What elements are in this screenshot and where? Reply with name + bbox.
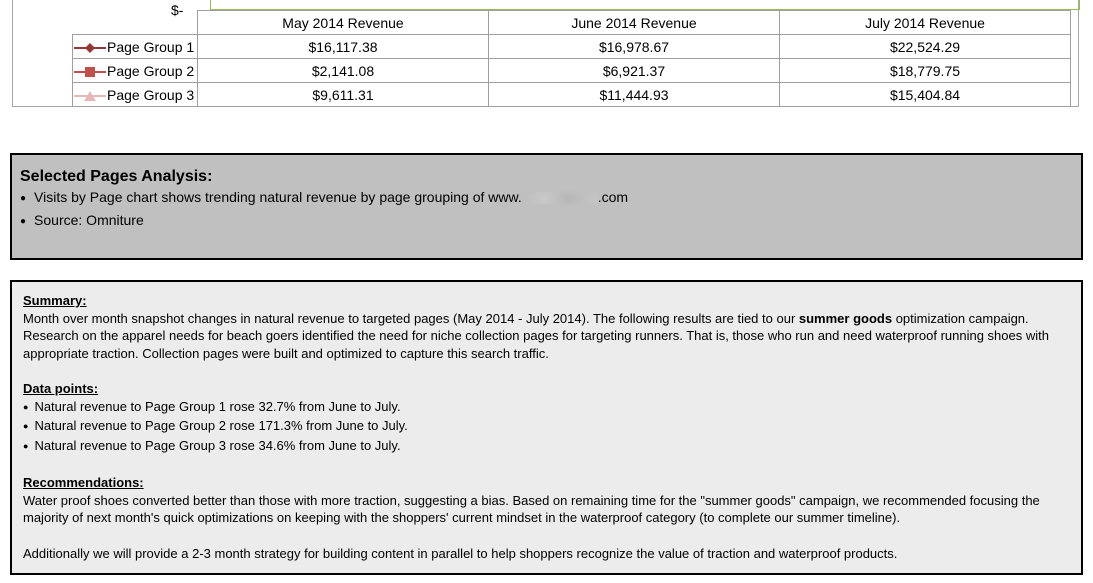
square-marker-icon: [73, 66, 107, 78]
recommendations-heading: Recommendations:: [23, 475, 144, 490]
table-cell: $18,779.75: [780, 59, 1071, 83]
analysis-bullet-suffix: .com: [597, 189, 629, 205]
table-cell: $9,611.31: [198, 83, 489, 107]
summary-bold-text: summer goods: [798, 310, 893, 326]
column-header-july: July 2014 Revenue: [780, 11, 1071, 35]
table-cell: $22,524.29: [780, 35, 1071, 59]
table-cell: $15,404.84: [780, 83, 1071, 107]
series-label: Page Group 2: [107, 62, 195, 79]
legend-cell: [73, 83, 198, 107]
diamond-marker-icon: [73, 42, 107, 54]
table-corner: [73, 11, 198, 35]
summary-box: [10, 280, 1083, 575]
list-item: ● Natural revenue to Page Group 2 rose 171.3% from June to July.: [23, 417, 1069, 437]
list-item: ● Natural revenue to Page Group 1 rose 32.7% from June to July.: [23, 398, 1069, 418]
data-points-heading: Data points:: [23, 381, 99, 396]
data-points-list: [23, 398, 1069, 457]
strategy-paragraph: Additionally we will provide a 2-3 month strategy for building content in parallel to help shoppers recognize the value of traction and waterproof products.: [23, 545, 898, 561]
legend-cell: [73, 35, 198, 59]
y-axis-label: $-: [171, 2, 184, 18]
spacer: [23, 527, 1069, 545]
table-row: [73, 59, 1071, 83]
analysis-title: Selected Pages Analysis:: [20, 168, 213, 185]
list-item: ● Natural revenue to Page Group 3 rose 34.6% from June to July.: [23, 437, 1069, 457]
chart-data-table: [72, 10, 1071, 107]
plot-area-bottom: [210, 0, 1080, 10]
spacer: [23, 456, 1069, 474]
selected-pages-analysis-box: [10, 153, 1083, 260]
table-header-row: [73, 11, 1071, 35]
triangle-marker-icon: [73, 90, 107, 102]
recommendations-paragraph: Water proof shoes converted better than those with more traction, suggesting a bias. Based on remaining time for the "summer goods" campaign, we recommended focusing the majority of next month's quick optimizations on keeping with the shoppers' current mindset in the waterproof category (to complete our summer timeline).: [23, 492, 1040, 525]
legend-cell: [73, 59, 198, 83]
series-label: Page Group 3: [107, 86, 195, 103]
analysis-bullet-list: [20, 187, 1081, 233]
redacted-domain: [522, 193, 598, 204]
list-item: [20, 187, 1081, 210]
summary-text-start: Month over month snapshot changes in natural revenue to targeted pages (May 2014 - July 2014). The following results are tied to our: [23, 310, 799, 326]
summary-text-end: optimization campaign. Research on the apparel needs for beach goers identified the need for niche collection pages for targeting runners. That is, those who run and need waterproof running shoes with appropriate traction. Collection pages were built and optimized to capture this search traffic.: [23, 310, 1049, 361]
list-item: ● Source: Omniture: [20, 210, 1081, 233]
column-header-june: June 2014 Revenue: [489, 11, 780, 35]
table-row: [73, 83, 1071, 107]
table-cell: $6,921.37: [489, 59, 780, 83]
summary-heading: Summary:: [23, 293, 87, 308]
analysis-bullet-text: Visits by Page chart shows trending natural revenue by page grouping of www.: [34, 189, 522, 205]
series-label: Page Group 1: [107, 38, 195, 55]
column-header-may: May 2014 Revenue: [198, 11, 489, 35]
table-cell: $16,117.38: [198, 35, 489, 59]
spacer: [23, 362, 1069, 380]
table-cell: $11,444.93: [489, 83, 780, 107]
summary-paragraph: [23, 310, 1069, 363]
table-cell: $2,141.08: [198, 59, 489, 83]
table-row: [73, 35, 1071, 59]
table-cell: $16,978.67: [489, 35, 780, 59]
